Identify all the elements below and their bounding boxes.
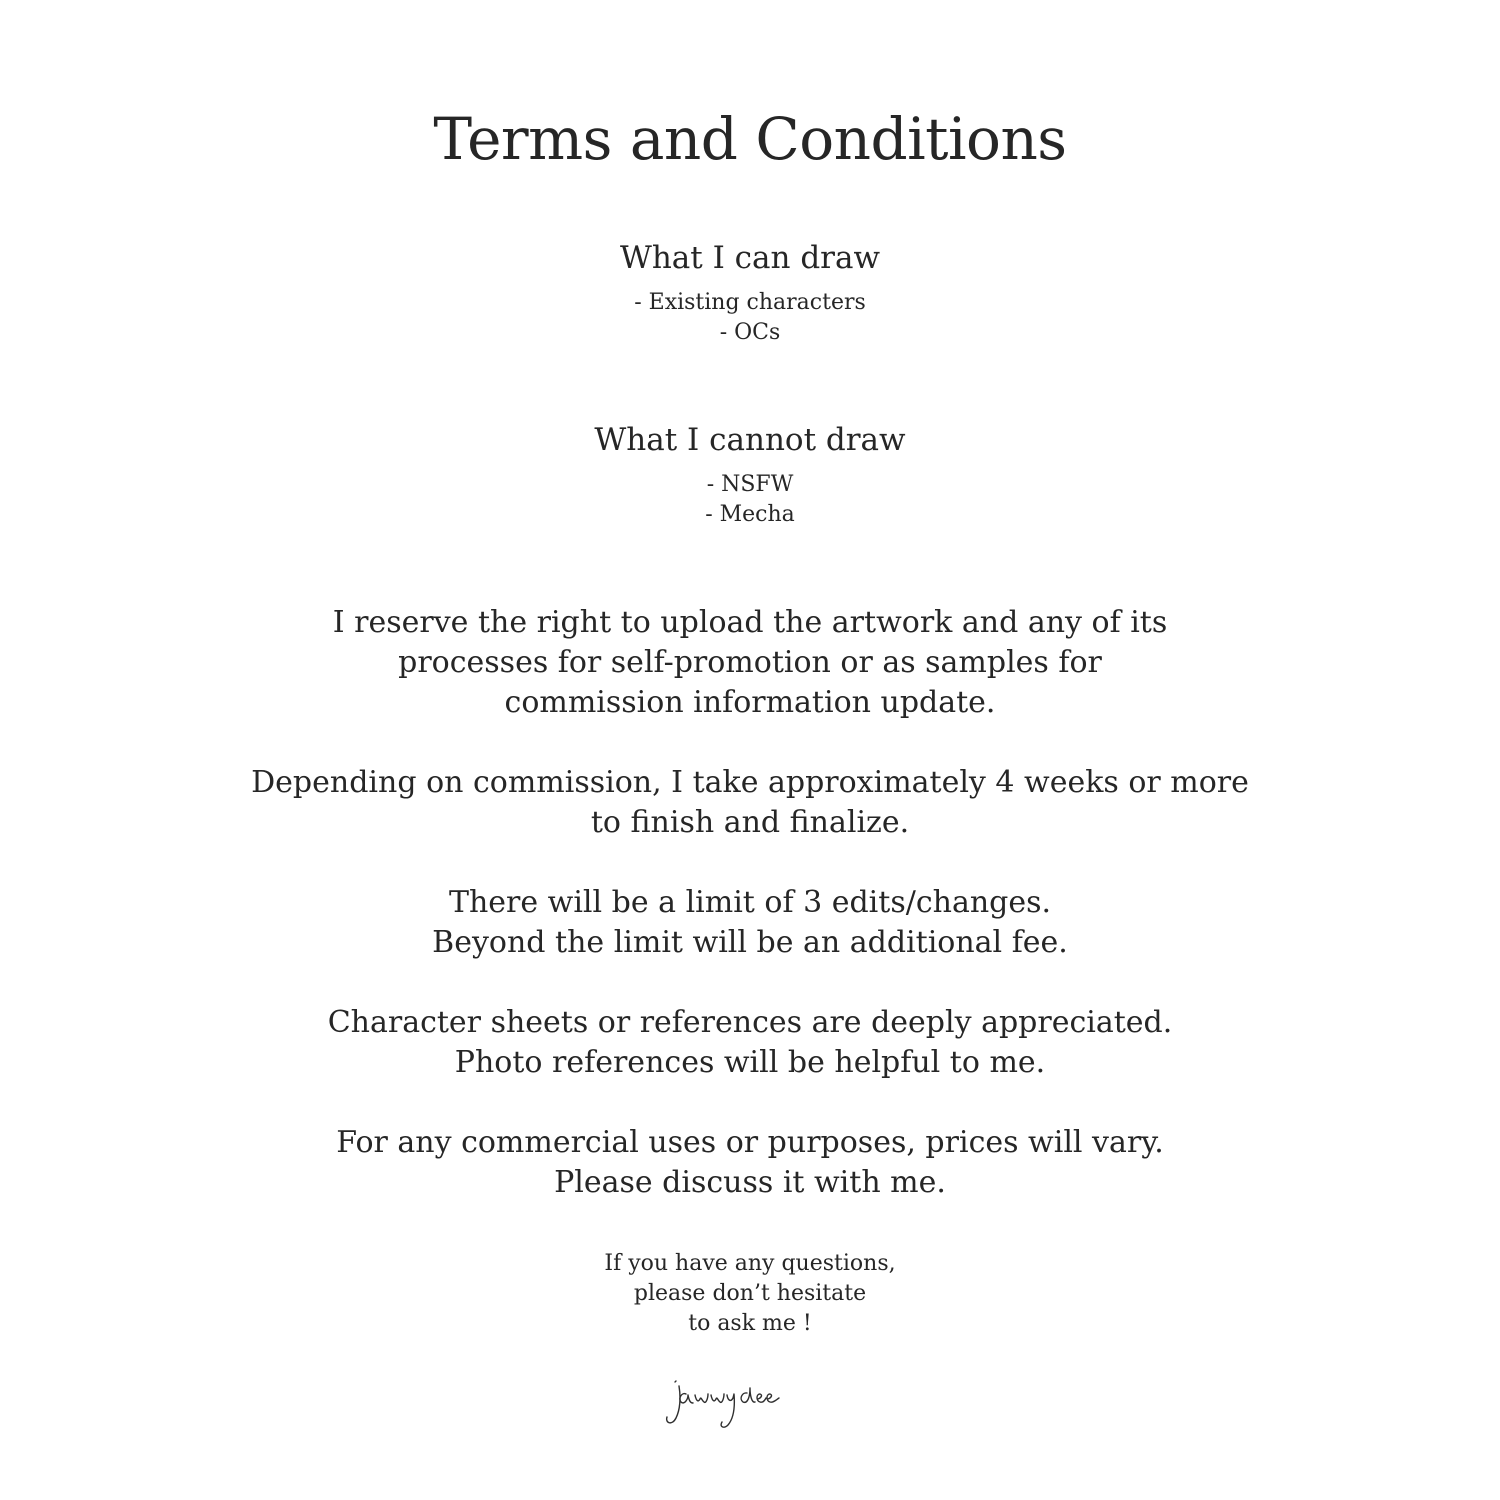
timeline-paragraph-line: to finish and finalize.: [590, 805, 910, 840]
references-paragraph-line: Photo references will be helpful to me.: [454, 1045, 1046, 1080]
rights-paragraph-line: commission information update.: [504, 685, 996, 720]
page-title: Terms and Conditions: [433, 105, 1067, 173]
closing-line: please don’t hesitate: [633, 1281, 867, 1306]
handwritten-signature: [655, 1368, 805, 1438]
edits-paragraph-line: There will be a limit of 3 edits/changes.: [448, 885, 1052, 920]
commercial-paragraph-line: For any commercial uses or purposes, prices will vary.: [336, 1125, 1164, 1160]
closing-line: to ask me !: [688, 1311, 812, 1336]
commercial-paragraph-line: Please discuss it with me.: [554, 1165, 946, 1200]
closing-line: If you have any questions,: [604, 1251, 896, 1276]
can-draw-item: - Existing characters: [634, 290, 866, 315]
rights-paragraph-line: I reserve the right to upload the artwork and any of its: [332, 605, 1168, 640]
cannot-draw-item: - Mecha: [705, 502, 795, 527]
can-draw-item: - OCs: [719, 320, 781, 345]
timeline-paragraph-line: Depending on commission, I take approximately 4 weeks or more: [251, 765, 1249, 800]
cannot-draw-item: - NSFW: [706, 472, 794, 497]
can-draw-heading: What I can draw: [619, 240, 881, 276]
references-paragraph-line: Character sheets or references are deeply appreciated.: [327, 1005, 1173, 1040]
rights-paragraph-line: processes for self-promotion or as samples for: [398, 645, 1102, 680]
cannot-draw-heading: What I cannot draw: [594, 422, 906, 458]
edits-paragraph-line: Beyond the limit will be an additional fee.: [432, 925, 1068, 960]
